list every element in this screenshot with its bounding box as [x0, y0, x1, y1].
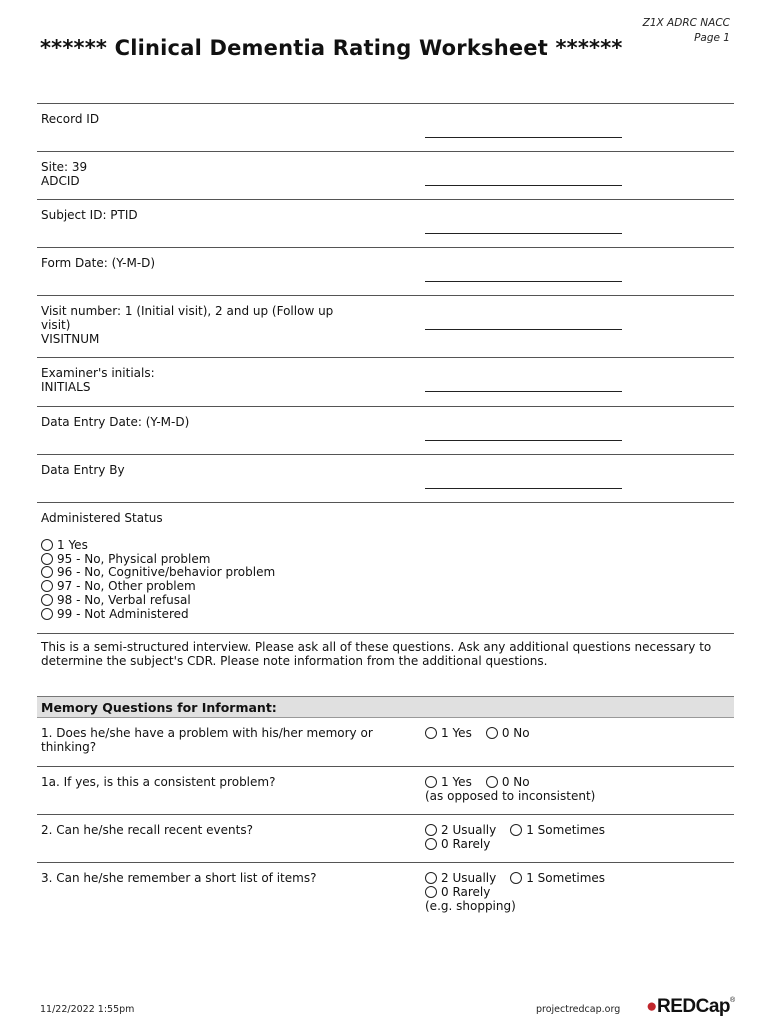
radio-circle-icon[interactable]	[425, 872, 437, 884]
radio-option[interactable]: 99 - Not Administered	[41, 608, 275, 622]
ptid-input[interactable]	[425, 233, 622, 234]
radio-option[interactable]: 1 Yes	[41, 539, 275, 553]
field-visit-number	[37, 295, 734, 357]
answer-note: (as opposed to inconsistent)	[425, 789, 596, 803]
footer-url[interactable]: projectredcap.org	[536, 1004, 621, 1015]
project-name: Z1X ADRC NACC	[642, 17, 730, 29]
form-date-input[interactable]	[425, 281, 622, 282]
radio-circle-icon[interactable]	[41, 608, 53, 620]
radio-option[interactable]: 0 No	[486, 726, 530, 740]
radio-circle-icon[interactable]	[486, 727, 498, 739]
radio-circle-icon[interactable]	[425, 727, 437, 739]
answer-options	[425, 775, 595, 803]
field-administered-status	[37, 502, 734, 633]
administered-options	[41, 539, 275, 621]
question-row	[37, 814, 734, 862]
visitnum-input[interactable]	[425, 329, 622, 330]
radio-circle-icon[interactable]	[41, 539, 53, 551]
field-label: Record ID	[41, 112, 100, 126]
footer-timestamp: 11/22/2022 1:55pm	[40, 1004, 135, 1015]
radio-option[interactable]: 2 Usually	[425, 823, 496, 837]
adcid-input[interactable]	[425, 185, 622, 186]
field-label: Subject ID: PTID	[41, 208, 138, 222]
field-site	[37, 151, 734, 199]
question-text: 3. Can he/she remember a short list of items?	[41, 871, 317, 885]
radio-circle-icon[interactable]	[425, 886, 437, 898]
field-label: Data Entry Date: (Y-M-D)	[41, 415, 190, 429]
field-label: Examiner's initials: INITIALS	[41, 366, 155, 394]
data-entry-by-input[interactable]	[425, 488, 622, 489]
page-title: ****** Clinical Dementia Rating Worksheet ******	[40, 36, 623, 60]
radio-circle-icon[interactable]	[425, 838, 437, 850]
radio-option[interactable]: 97 - No, Other problem	[41, 580, 275, 594]
field-label: Form Date: (Y-M-D)	[41, 256, 156, 270]
radio-circle-icon[interactable]	[41, 553, 53, 565]
question-text: 1. Does he/she have a problem with his/her memory or thinking?	[41, 726, 373, 754]
radio-circle-icon[interactable]	[41, 566, 53, 578]
redcap-pin-icon: ●	[646, 996, 657, 1017]
radio-option[interactable]: 1 Sometimes	[510, 823, 605, 837]
initials-input[interactable]	[425, 391, 622, 392]
field-label: Data Entry By	[41, 463, 125, 477]
field-data-entry-date	[37, 406, 734, 454]
radio-option[interactable]: 0 Rarely	[425, 885, 490, 899]
field-subject-id	[37, 199, 734, 247]
answer-options	[425, 871, 619, 913]
question-text: 1a. If yes, is this a consistent problem?	[41, 775, 276, 789]
instructions-text: This is a semi-structured interview. Please ask all of these questions. Ask any additional questions necessary to determine the subject's CDR. Please note information from the additional questions.	[41, 640, 712, 668]
radio-circle-icon[interactable]	[41, 594, 53, 606]
page-header-meta	[643, 16, 730, 46]
radio-option[interactable]: 96 - No, Cognitive/behavior problem	[41, 566, 275, 580]
field-record-id	[37, 103, 734, 151]
field-label: Site: 39 ADCID	[41, 160, 88, 188]
page-number: Page 1	[694, 32, 730, 44]
section-header: Memory Questions for Informant:	[37, 696, 734, 718]
field-form-date	[37, 247, 734, 295]
radio-option[interactable]: 1 Sometimes	[510, 871, 605, 885]
question-text: 2. Can he/she recall recent events?	[41, 823, 253, 837]
memory-questions	[37, 718, 734, 922]
radio-option[interactable]: 1 Yes	[425, 775, 472, 789]
radio-option[interactable]: 2 Usually	[425, 871, 496, 885]
radio-option[interactable]: 0 Rarely	[425, 837, 490, 851]
answer-options	[425, 726, 544, 740]
data-entry-date-input[interactable]	[425, 440, 622, 441]
field-label: Administered Status	[41, 511, 163, 525]
answer-note: (e.g. shopping)	[425, 899, 516, 913]
radio-circle-icon[interactable]	[425, 824, 437, 836]
form-fields	[37, 103, 734, 695]
field-data-entry-by	[37, 454, 734, 502]
radio-option[interactable]: 1 Yes	[425, 726, 472, 740]
radio-circle-icon[interactable]	[510, 824, 522, 836]
radio-circle-icon[interactable]	[486, 776, 498, 788]
radio-circle-icon[interactable]	[41, 580, 53, 592]
record-id-input[interactable]	[425, 137, 622, 138]
field-label: Visit number: 1 (Initial visit), 2 and up (Follow up visit) VISITNUM	[41, 304, 334, 346]
instructions-block	[37, 633, 734, 695]
answer-options	[425, 823, 619, 851]
question-row	[37, 718, 734, 766]
radio-circle-icon[interactable]	[510, 872, 522, 884]
question-row	[37, 862, 734, 922]
radio-option[interactable]: 95 - No, Physical problem	[41, 553, 275, 567]
radio-option[interactable]: 0 No	[486, 775, 530, 789]
question-row	[37, 766, 734, 814]
field-examiner-initials	[37, 357, 734, 406]
redcap-logo: ●REDCap®	[646, 996, 735, 1017]
radio-option[interactable]: 98 - No, Verbal refusal	[41, 594, 275, 608]
radio-circle-icon[interactable]	[425, 776, 437, 788]
